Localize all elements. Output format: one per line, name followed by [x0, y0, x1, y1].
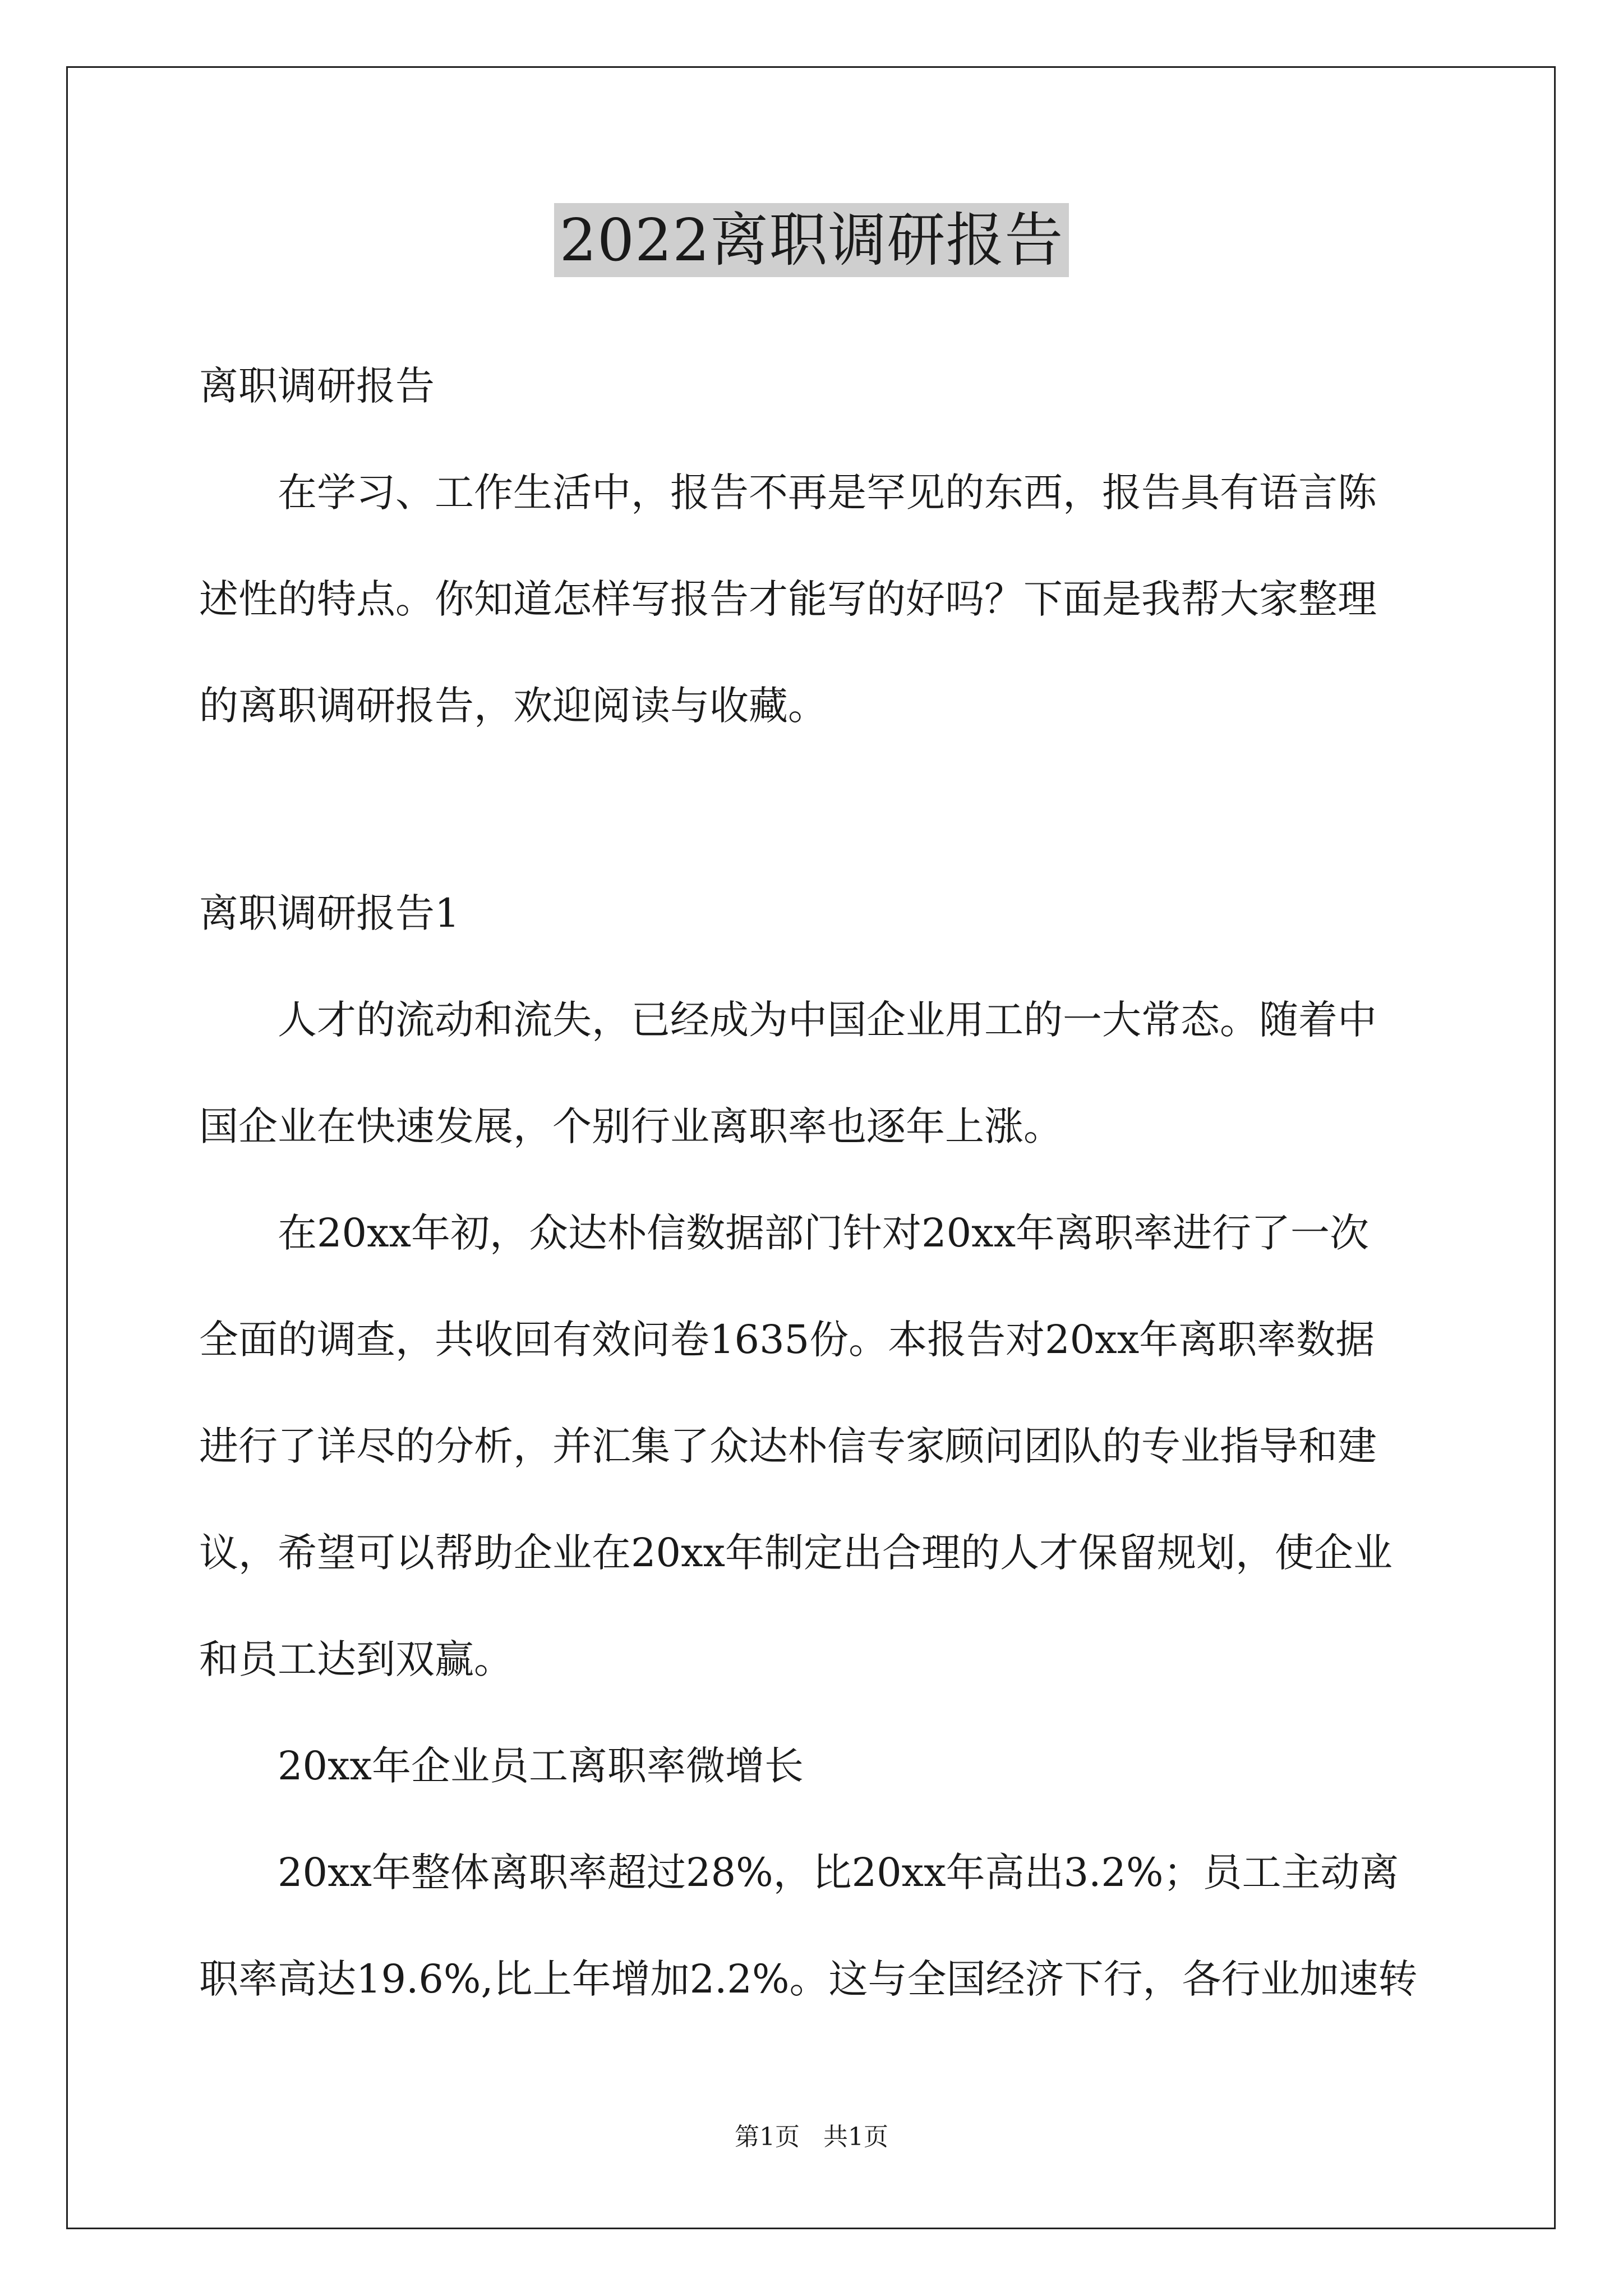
page-number-current: 第1页: [735, 2123, 800, 2151]
section-heading: 离职调研报告1: [199, 890, 460, 936]
para2-line-3: 进行了详尽的分析，并汇集了众达朴信专家顾问团队的专业指导和建: [199, 1423, 1377, 1469]
document-title: 2022离职调研报告: [554, 203, 1069, 277]
subheading: 20xx年企业员工离职率微增长: [278, 1743, 804, 1789]
title-container: [0, 203, 1623, 277]
page-footer: [0, 2120, 1623, 2154]
para3-line-1: 20xx年整体离职率超过28%，比20xx年高出3.2%；员工主动离: [278, 1849, 1399, 1895]
para2-line-1: 在20xx年初，众达朴信数据部门针对20xx年离职率进行了一次: [278, 1210, 1370, 1256]
para1-line-1: 人才的流动和流失，已经成为中国企业用工的一大常态。随着中: [278, 997, 1377, 1043]
para3-line-2: 职率高达19.6%,比上年增加2.2%。这与全国经济下行，各行业加速转: [199, 1956, 1418, 2002]
para2-line-2: 全面的调查，共收回有效问卷1635份。本报告对20xx年离职率数据: [199, 1317, 1375, 1363]
para1-line-2: 国企业在快速发展，个别行业离职率也逐年上涨。: [199, 1103, 1063, 1149]
intro-line-3: 的离职调研报告，欢迎阅读与收藏。: [199, 683, 827, 729]
page-number-total: 共1页: [823, 2123, 888, 2151]
intro-line-1: 在学习、工作生活中，报告不再是罕见的东西，报告具有语言陈: [278, 470, 1377, 516]
para2-line-4: 议，希望可以帮助企业在20xx年制定出合理的人才保留规划，使企业: [199, 1530, 1393, 1576]
para2-line-5: 和员工达到双赢。: [199, 1636, 513, 1682]
intro-line-2: 述性的特点。你知道怎样写报告才能写的好吗？下面是我帮大家整理: [199, 576, 1377, 622]
document-subtitle: 离职调研报告: [199, 363, 435, 409]
